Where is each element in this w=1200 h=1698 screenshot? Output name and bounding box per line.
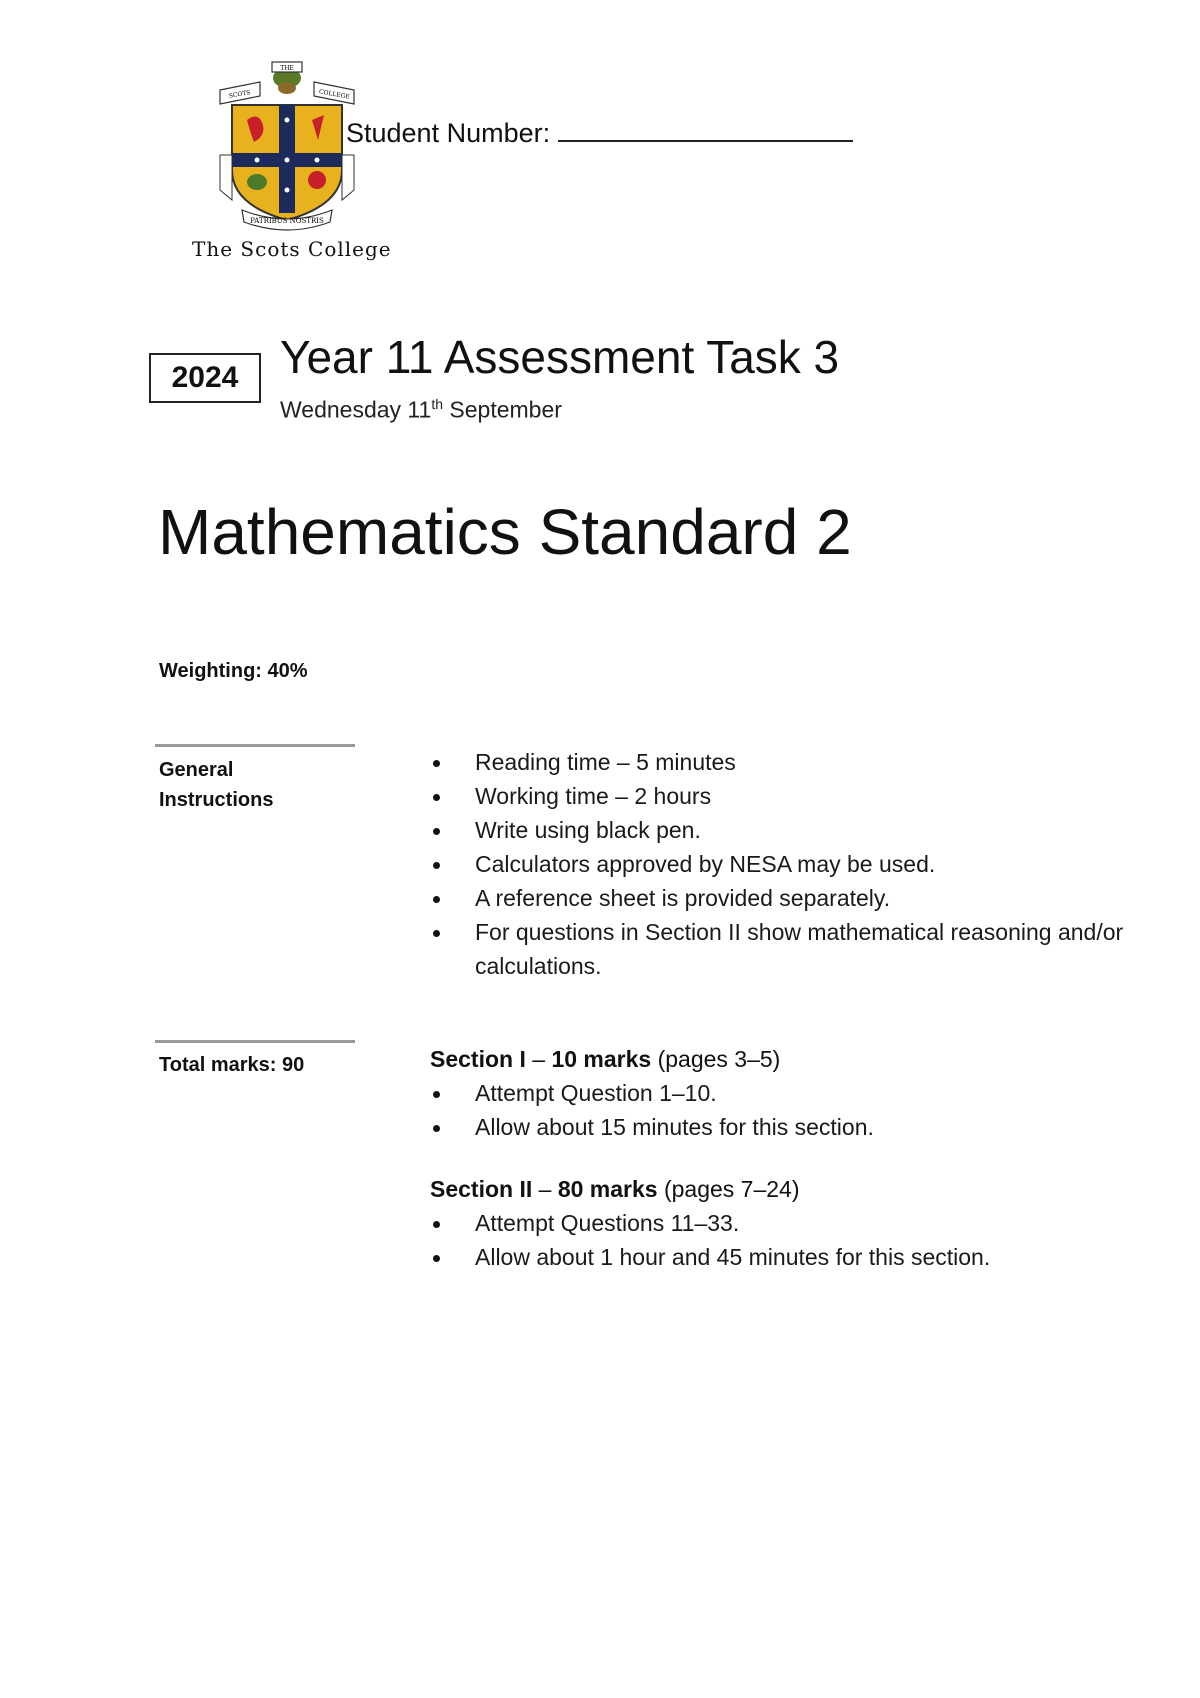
student-number-field[interactable] bbox=[346, 118, 853, 149]
gi-label-line2: Instructions bbox=[159, 789, 274, 811]
list-item: Working time – 2 hours bbox=[430, 779, 1130, 813]
list-item: A reference sheet is provided separately. bbox=[430, 881, 1130, 915]
list-item: For questions in Section II show mathematical reasoning and/or calculations. bbox=[430, 915, 1130, 983]
section-1-heading bbox=[430, 1042, 780, 1076]
list-item: Calculators approved by NESA may be used. bbox=[430, 847, 1130, 881]
college-name: The Scots College bbox=[192, 237, 392, 261]
section-1-marks: 10 marks bbox=[551, 1046, 652, 1072]
crest-scroll-left: SCOTS bbox=[228, 89, 252, 100]
date-prefix: Wednesday 11 bbox=[280, 396, 432, 423]
list-item: Reading time – 5 minutes bbox=[430, 745, 1130, 779]
crest-scroll-right: COLLEGE bbox=[318, 88, 351, 101]
subject-title: Mathematics Standard 2 bbox=[158, 496, 852, 568]
date-ordinal: th bbox=[431, 396, 443, 412]
date-month: September bbox=[443, 396, 562, 423]
section-2-list bbox=[430, 1206, 1130, 1274]
section-1-name: Section I bbox=[430, 1046, 526, 1072]
section-2-heading bbox=[430, 1172, 800, 1206]
list-item: Write using black pen. bbox=[430, 813, 1130, 847]
gi-label-line1: General bbox=[159, 759, 234, 781]
divider-general-instructions bbox=[155, 744, 355, 747]
crest-icon bbox=[212, 60, 362, 235]
divider-total-marks bbox=[155, 1040, 355, 1043]
list-item: Allow about 1 hour and 45 minutes for this section. bbox=[430, 1240, 1130, 1274]
weighting: Weighting: 40% bbox=[159, 660, 308, 682]
section-2-pages: (pages 7–24) bbox=[657, 1176, 800, 1202]
section-2-dash: – bbox=[532, 1176, 558, 1202]
list-item: Attempt Questions 11–33. bbox=[430, 1206, 1130, 1240]
crest-motto: PATRIBUS NOSTRIS bbox=[250, 217, 324, 225]
task-date bbox=[280, 396, 562, 424]
general-instructions-label bbox=[159, 755, 273, 815]
year-box: 2024 bbox=[149, 353, 261, 403]
task-title: Year 11 Assessment Task 3 bbox=[280, 331, 840, 383]
section-2-name: Section II bbox=[430, 1176, 533, 1202]
section-2-marks: 80 marks bbox=[557, 1176, 658, 1202]
general-instructions-list bbox=[430, 745, 1130, 983]
section-1-pages: (pages 3–5) bbox=[651, 1046, 781, 1072]
list-item: Attempt Question 1–10. bbox=[430, 1076, 1130, 1110]
total-marks-label: Total marks: 90 bbox=[159, 1054, 305, 1076]
list-item: Allow about 15 minutes for this section. bbox=[430, 1110, 1130, 1144]
crest-scroll-top: THE bbox=[280, 65, 294, 72]
student-number-label: Student Number: bbox=[346, 118, 551, 148]
section-1-dash: – bbox=[525, 1046, 552, 1072]
section-1-list bbox=[430, 1076, 1130, 1144]
student-number-blank[interactable] bbox=[558, 118, 853, 142]
